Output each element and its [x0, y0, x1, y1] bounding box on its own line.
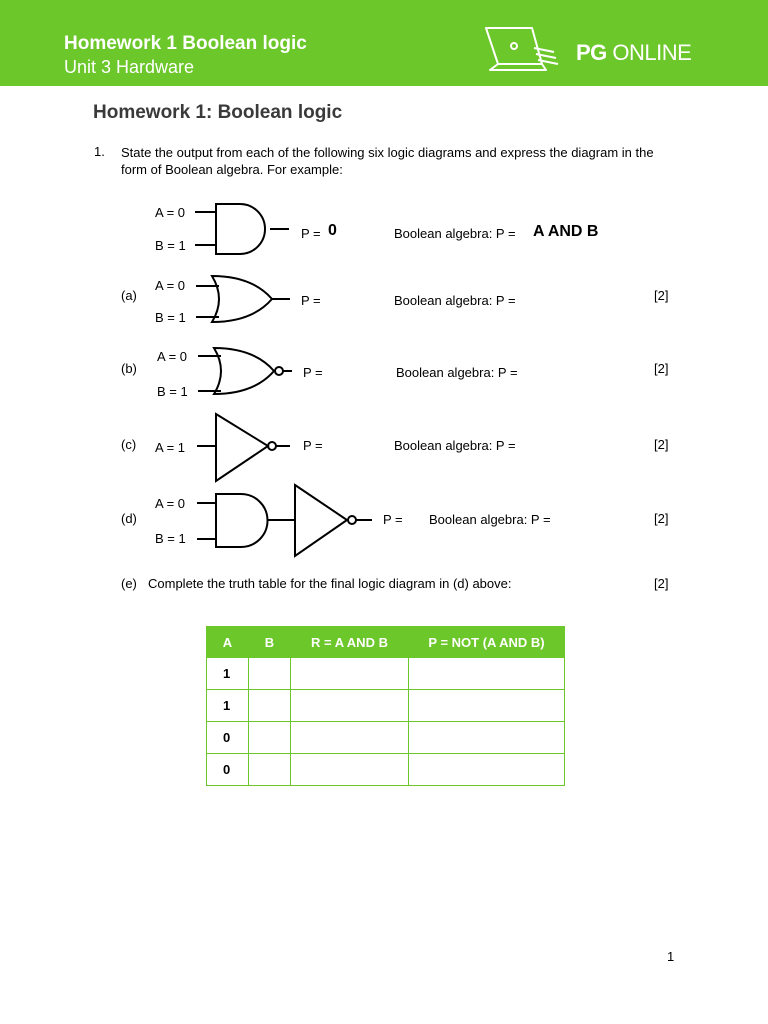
page-title: Homework 1: Boolean logic — [93, 102, 343, 123]
part-d-and-not-gates — [197, 485, 372, 556]
part-a-or-gate — [196, 276, 290, 322]
part-a-input-b: B = 1 — [155, 310, 186, 325]
part-a-algebra-label: Boolean algebra: P = — [394, 293, 516, 308]
question-number: 1. — [94, 144, 105, 159]
part-a-output-label: P = — [301, 293, 321, 308]
part-d-algebra-label: Boolean algebra: P = — [429, 512, 551, 527]
part-c-marks: [2] — [654, 437, 669, 452]
part-d-output-label: P = — [383, 512, 403, 527]
example-input-b: B = 1 — [155, 238, 186, 253]
part-d-input-b: B = 1 — [155, 531, 186, 546]
header-p: P = NOT (A AND B) — [409, 627, 565, 658]
cell-r-answer[interactable] — [291, 754, 409, 786]
example-algebra-label: Boolean algebra: P = — [394, 226, 516, 241]
part-b-label: (b) — [121, 361, 137, 376]
example-and-gate — [195, 204, 289, 254]
cell-p-answer[interactable] — [409, 722, 565, 754]
truth-table — [206, 626, 565, 786]
question-text: State the output from each of the following six logic diagrams and express the diagram in the form of Boolean algebra. For example: — [121, 145, 654, 177]
part-a-label: (a) — [121, 288, 137, 303]
cell-b-answer[interactable] — [249, 658, 291, 690]
header-r: R = A AND B — [291, 627, 409, 658]
part-a-marks: [2] — [654, 288, 669, 303]
part-c-algebra-label: Boolean algebra: P = — [394, 438, 516, 453]
truth-table-header-row — [207, 627, 565, 658]
page-number: 1 — [667, 949, 675, 964]
part-b-input-b: B = 1 — [157, 384, 188, 399]
table-row — [207, 754, 565, 786]
part-a-input-a: A = 0 — [155, 278, 185, 293]
logo-wordmark — [576, 40, 691, 66]
part-b-output-label: P = — [303, 365, 323, 380]
example-input-a: A = 0 — [155, 205, 185, 220]
header-title: Homework 1 Boolean logic — [64, 33, 307, 54]
cell-a: 1 — [207, 658, 249, 690]
table-row — [207, 690, 565, 722]
cell-p-answer[interactable] — [409, 658, 565, 690]
cell-r-answer[interactable] — [291, 722, 409, 754]
example-output-label: P = — [301, 226, 321, 241]
cell-a: 0 — [207, 754, 249, 786]
cell-a: 0 — [207, 722, 249, 754]
example-output-value: 0 — [328, 222, 337, 239]
cell-r-answer[interactable] — [291, 690, 409, 722]
table-row — [207, 658, 565, 690]
part-e-marks: [2] — [654, 576, 669, 591]
part-b-marks: [2] — [654, 361, 669, 376]
cell-a: 1 — [207, 690, 249, 722]
part-d-marks: [2] — [654, 511, 669, 526]
part-c-label: (c) — [121, 437, 137, 452]
part-b-algebra-label: Boolean algebra: P = — [396, 365, 518, 380]
cell-r-answer[interactable] — [291, 658, 409, 690]
table-row — [207, 722, 565, 754]
logo-text-rest: ONLINE — [612, 40, 692, 65]
part-d-input-a: A = 0 — [155, 496, 185, 511]
header-a: A — [207, 627, 249, 658]
cell-p-answer[interactable] — [409, 690, 565, 722]
part-b-nor-gate — [198, 348, 292, 394]
cell-b-answer[interactable] — [249, 722, 291, 754]
cell-b-answer[interactable] — [249, 690, 291, 722]
cell-p-answer[interactable] — [409, 754, 565, 786]
part-d-label: (d) — [121, 511, 137, 526]
part-e-text: Complete the truth table for the final logic diagram in (d) above: — [148, 576, 512, 591]
part-c-output-label: P = — [303, 438, 323, 453]
logo-text-bold: PG — [576, 40, 607, 65]
example-algebra-value: A AND B — [533, 223, 599, 240]
part-e-label: (e) — [121, 576, 137, 591]
part-c-input-a: A = 1 — [155, 440, 185, 455]
cell-b-answer[interactable] — [249, 754, 291, 786]
part-c-not-gate — [197, 414, 290, 481]
header-b: B — [249, 627, 291, 658]
part-b-input-a: A = 0 — [157, 349, 187, 364]
header-subtitle: Unit 3 Hardware — [64, 57, 195, 77]
